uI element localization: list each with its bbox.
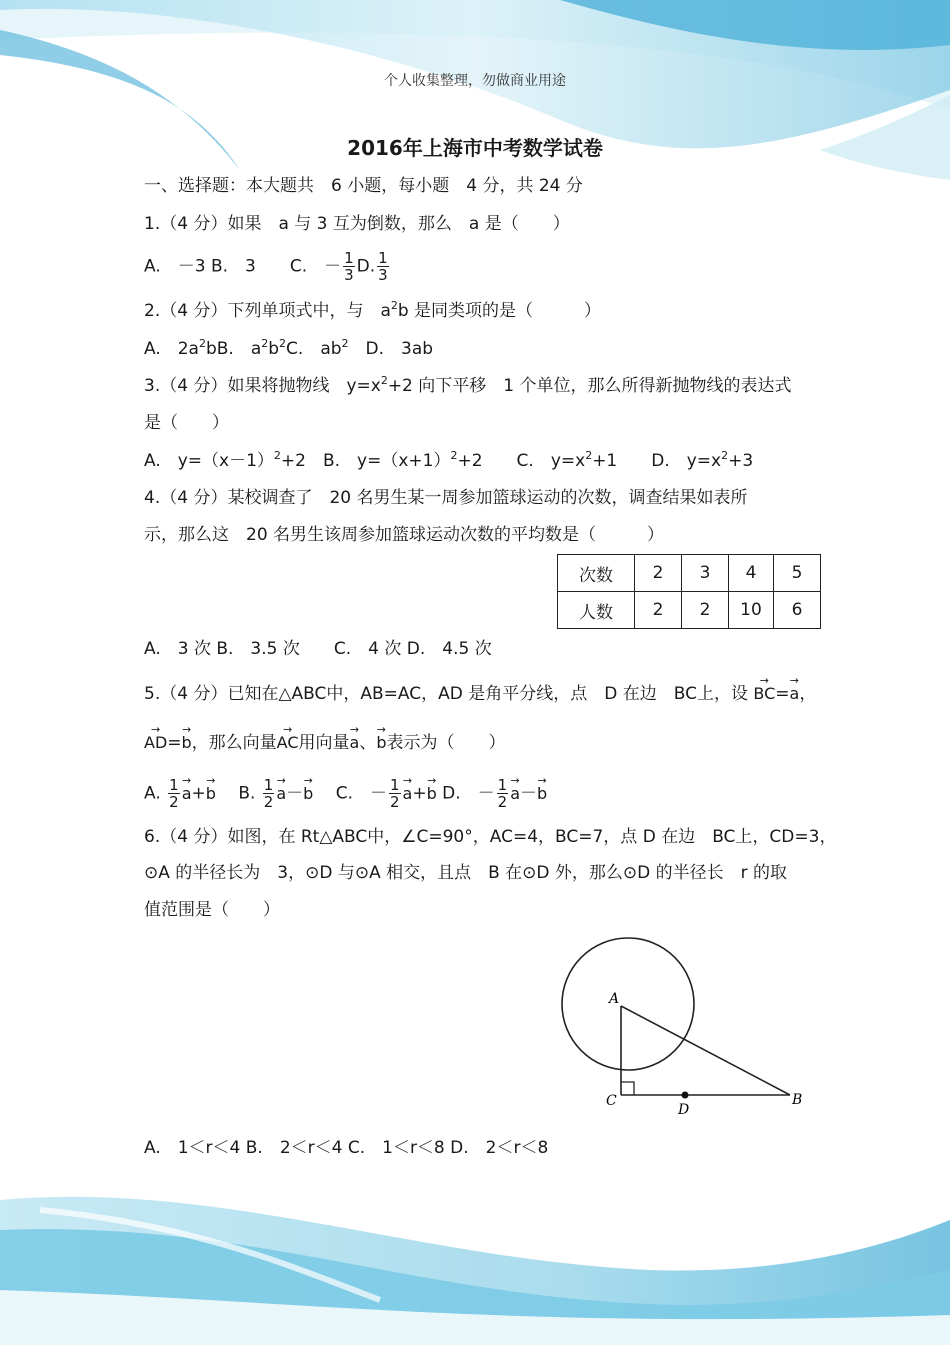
label-a: A	[609, 991, 620, 1007]
segment-ab	[621, 1006, 790, 1095]
circle-a	[562, 938, 694, 1070]
section-heading: 一、选择题：本大题共 6 小题，每小题 4 分，共 24 分	[144, 176, 583, 196]
q6-stem: 6.（4 分）如图，在 Rt△ABC中，∠C=90°，AC=4，BC=7，点 D 在边 BC上，CD=3，	[144, 827, 837, 847]
q6-geometry-figure	[550, 930, 820, 1120]
q4-stem: 4.（4 分）某校调查了 20 名男生某一周参加篮球运动的次数，调查结果如表所	[144, 488, 748, 508]
label-d: D	[678, 1102, 690, 1118]
label-b: B	[792, 1092, 803, 1108]
q5-stem: 5.（4 分）已知在△ABC中，AB=AC，AD 是角平分线，点 D 在边 BC上，设 → BC=→ a，	[144, 683, 816, 705]
q5-options: A. $\frac{1}{2}$ → a+→ b B. $\frac{1}{2}$ → a－→ b C. － $\frac{1}{2}$ → a+→ b D. － $\frac{1}{2}$ → a－→ b	[144, 777, 547, 810]
q3-stem-cont: 是（ ）	[144, 413, 229, 433]
table-cell: 2	[682, 592, 729, 629]
q2-stem: 2.（4 分）下列单项式中，与 $a^2b$ 是同类项的是（ ）	[144, 299, 602, 321]
q5-fraction: $\frac{1}{2}$	[497, 776, 508, 811]
q6-options: A. 1＜r＜4 B. 2＜r＜4 C. 1＜r＜8 D. 2＜r＜8	[144, 1138, 549, 1158]
watermark-text: 个人收集整理，勿做商业用途	[384, 73, 566, 89]
label-c: C	[606, 1093, 617, 1109]
table-cell: 人数	[558, 592, 635, 629]
q3-options: A. $y=(x-1)^2+2$ B. $y=(x+1)^2+2$ C. $y=x^2+1$ D. $y=x^2+3$	[144, 449, 754, 471]
q5-fraction: $\frac{1}{2}$	[169, 776, 179, 811]
q1-option-abc: A. －3 B. 3 C. －	[144, 256, 342, 277]
q6-stem-cont: ⊙A 的半径长为 3，⊙D 与⊙A 相交，且点 B 在⊙D 外，那么⊙D 的半径长 r 的取	[144, 863, 788, 883]
q3-stem: 3.（4 分）如果将抛物线 $y=x^2+2$ 向下平移 1 个单位，那么所得新抛物线的表达式	[144, 374, 792, 396]
point-d	[682, 1092, 689, 1099]
right-angle-mark	[621, 1082, 634, 1095]
q5-fraction: $\frac{1}{2}$	[263, 776, 274, 811]
q1-stem: 1.（4 分）如果 a 与 3 互为倒数，那么 a 是（ ）	[144, 214, 570, 234]
q2-options: A. $2a^2bB$. $a^2b^2C$. $ab^2$ D. 3ab	[144, 337, 434, 359]
table-cell: 3	[682, 555, 729, 592]
table-cell: 次数	[558, 555, 635, 592]
q1-fraction-c: $\frac{1}{3}$	[344, 249, 354, 284]
table-cell: 2	[635, 555, 682, 592]
q5-fraction: $\frac{1}{2}$	[390, 776, 400, 811]
table-row	[558, 592, 821, 629]
table-cell: 2	[635, 592, 682, 629]
table-cell: 4	[729, 555, 774, 592]
q1-fraction-d: $\frac{1}{3}$	[378, 249, 388, 284]
page-title: 2016年上海市中考数学试卷	[347, 136, 603, 160]
q1-options	[144, 250, 391, 283]
table-row	[558, 555, 821, 592]
q4-options: A. 3 次 B. 3.5 次 C. 4 次 D. 4.5 次	[144, 639, 492, 659]
table-cell: 6	[774, 592, 821, 629]
q4-stem-cont: 示，那么这 20 名男生该周参加篮球运动次数的平均数是（ ）	[144, 525, 665, 545]
q5-stem-cont: → AD=→ b，那么向量→ AC用向量→ a、→ b表示为（ ）	[144, 732, 505, 754]
table-cell: 5	[774, 555, 821, 592]
q1-option-d: D.	[356, 256, 376, 277]
q4-data-table	[557, 554, 821, 629]
table-cell: 10	[729, 592, 774, 629]
q6-stem-cont2: 值范围是（ ）	[144, 900, 280, 920]
